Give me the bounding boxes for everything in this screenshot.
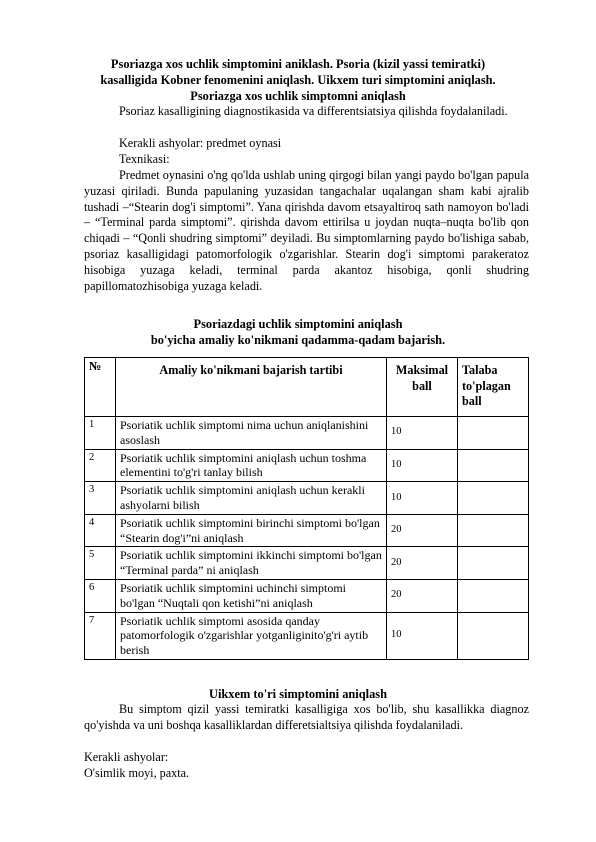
row-max-score: 20 (387, 579, 458, 612)
row-number: 7 (85, 612, 116, 659)
row-student-score (458, 612, 529, 659)
table-row (85, 514, 529, 547)
row-task: Psoriatik uchlik simptomini ikkinchi simptomi bo'lgan “Terminal parda” ni aniqlash (116, 547, 387, 580)
row-max-score: 10 (387, 612, 458, 659)
title-line-1: Psoriazga xos uchlik simptomini aniklash. Psoria (kizil yassi temiratki) (110, 57, 486, 71)
section3-equipment: O'simlik moyi, paxta. (84, 766, 190, 780)
section2-title-line-2: bo'yicha amaliy ko'nikmani qadamma-qadam bajarish. (150, 333, 446, 348)
table-row (85, 579, 529, 612)
table-header-row (85, 358, 529, 417)
header-task: Amaliy ko'nikmani bajarish tartibi (116, 358, 387, 417)
row-task: Psoriatik uchlik simptomi nima uchun aniqlanishini asoslash (116, 417, 387, 450)
technique-label: Texnikasi: (119, 152, 170, 166)
equipment-line: Kerakli ashyolar: predmet oynasi (119, 136, 282, 150)
skills-table (84, 357, 529, 660)
section2-title (40, 316, 556, 348)
row-task: Psoriatik uchlik simptomini birinchi simptomi bo'lgan “Stearin dog'i”ni aniqlash (116, 514, 387, 547)
row-number: 4 (85, 514, 116, 547)
section2-title-line-1: Psoriazdagi uchlik simptomini aniqlash (193, 317, 403, 331)
row-student-score (458, 547, 529, 580)
row-task: Psoriatik uchlik simptomini uchinchi simptomi bo'lgan “Nuqtali qon ketishi”ni aniqlash (116, 579, 387, 612)
row-number: 3 (85, 482, 116, 515)
row-number: 6 (85, 579, 116, 612)
row-student-score (458, 579, 529, 612)
row-number: 2 (85, 449, 116, 482)
row-max-score: 10 (387, 482, 458, 515)
intro-paragraph-1: Psoriaz kasalligining diagnostikasida va differentsiatsiya qilishda foydalaniladi. (119, 104, 508, 118)
row-number: 1 (85, 417, 116, 450)
row-max-score: 10 (387, 449, 458, 482)
document-title (40, 56, 556, 105)
row-task: Psoriatik uchlik simptomi asosida qanday patomorfologik o'zgarishlar yotganliginito'g'ri aytib berish (116, 612, 387, 659)
row-task: Psoriatik uchlik simptomini aniqlash uchun toshma elementini to'g'ri tanlay bilish (116, 449, 387, 482)
row-student-score (458, 514, 529, 547)
row-max-score: 20 (387, 547, 458, 580)
row-student-score (458, 449, 529, 482)
table-row (85, 417, 529, 450)
section3-paragraph: Bu simptom qizil yassi temiratki kasalligiga xos bo'lib, shu kasallikka diagnoz qo'yishda va uni boshqa kasalliklardan differetsialtsiya qilishda foydalaniladi. (84, 702, 529, 732)
title-line-3: Psoriazga xos uchlik simptomni aniqlash (190, 89, 406, 104)
technique-paragraph: Predmet oynasini o'ng qo'lda ushlab uning qirgogi bilan yangi paydo bo'lgan papula yuzasi qiriladi. Bunda papulaning yuzasidan tangachalar uqalangan sham kabi ajralib tushadi –“Stearin dog'i simptomi”. Yana qirishda davom etsayaltiroq sath namoyon bo'ladi – “Terminal parda simptomi”. qirishda davom ettirilsa u joydan nuqta–nuqta bo'lib qon chiqadi – “Qonli shudring simptomi” deyiladi. Bu simptomlarning paydo bo'lishiga sabab, psoriaz kasalligidagi patomorfologik o'zgarishlar. Stearin dog'i simptomi parakeratoz hisobiga yuzaga keladi, terminal parda akantoz hisobiga, qonli shudring papillomatozhisobiga yuzaga keladi. (84, 168, 529, 293)
header-max-score: Maksimal ball (387, 358, 458, 417)
table-row (85, 482, 529, 515)
row-number: 5 (85, 547, 116, 580)
row-student-score (458, 417, 529, 450)
title-line-2: kasalligida Kobner fenomenini aniqlash. Uikxem turi simptomini aniqlash. (100, 73, 496, 88)
row-max-score: 20 (387, 514, 458, 547)
table-row (85, 449, 529, 482)
header-number: № (85, 358, 116, 417)
header-student-score: Talaba to'plagan ball (458, 358, 529, 417)
row-max-score: 10 (387, 417, 458, 450)
section3-title: Uikxem to'ri simptomini aniqlash (209, 687, 387, 701)
row-task: Psoriatik uchlik simptomini aniqlash uchun kerakli ashyolarni bilish (116, 482, 387, 515)
section3-equipment-label: Kerakli ashyolar: (84, 750, 169, 764)
table-row (85, 612, 529, 659)
table-row (85, 547, 529, 580)
row-student-score (458, 482, 529, 515)
